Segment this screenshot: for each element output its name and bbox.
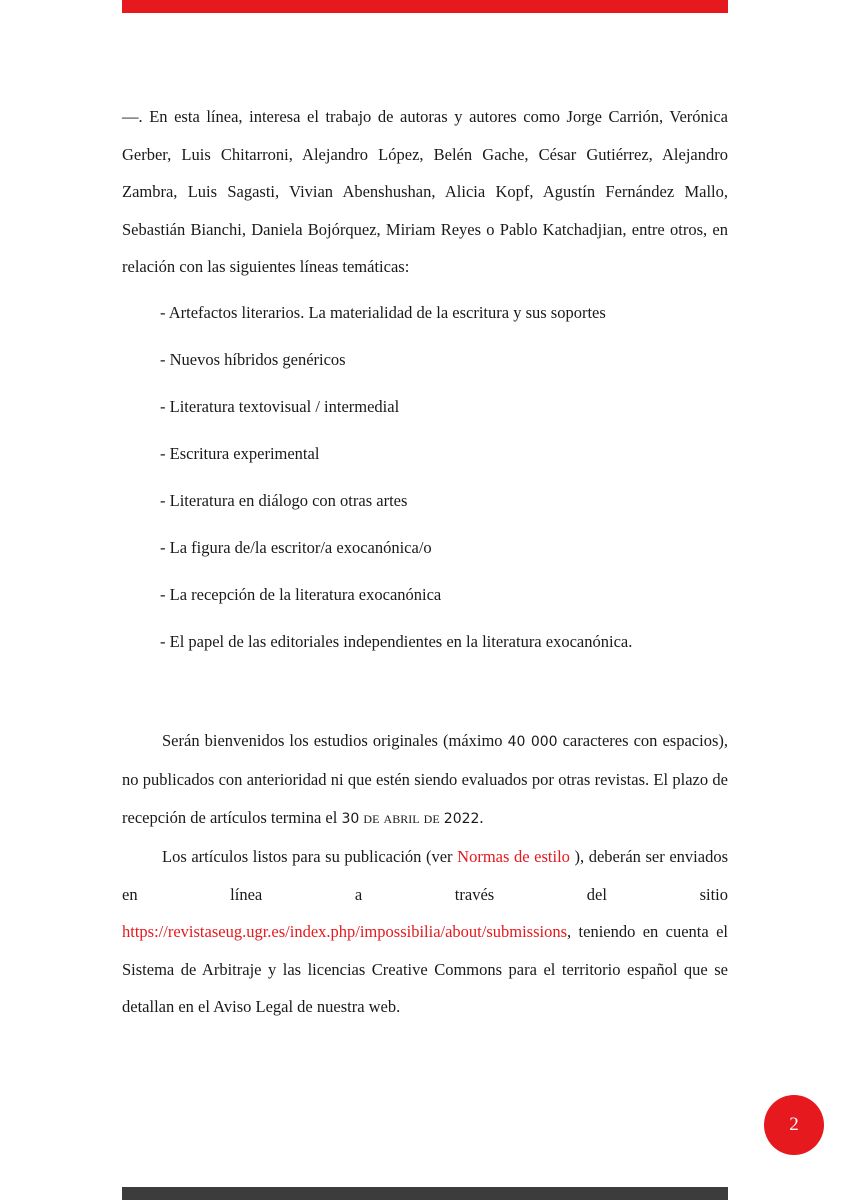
deadline-month: de abril de — [359, 807, 444, 827]
theme-item: - Nuevos híbridos genéricos — [160, 349, 346, 369]
theme-item: - La figura de/la escritor/a exocanónica/o — [160, 537, 432, 557]
max-characters: 40 000 — [507, 733, 558, 750]
theme-item: - Escritura experimental — [160, 443, 320, 463]
themes-list — [122, 301, 728, 677]
instructions-paragraph — [122, 838, 728, 1026]
theme-item: - Literatura en diálogo con otras artes — [160, 490, 408, 510]
theme-item: - La recepción de la literatura exocanónica — [160, 584, 442, 604]
theme-item: - El papel de las editoriales independientes en la literatura exocanónica. — [160, 631, 633, 651]
intro-paragraph: —. En esta línea, interesa el trabajo de autoras y autores como Jorge Carrión, Verónica Gerber, Luis Chitarroni, Alejandro López, Belén Gache, César Gutiérrez, Alejandro Zambra, Luis Sagasti, Vivian Abenshushan, Alicia Kopf, Agustín Fernández Mallo, Sebastián Bianchi, Daniela Bojórquez, Miriam Reyes o Pablo Katchadjian, entre otros, en relación con las siguientes líneas temáticas: — [122, 107, 728, 276]
footer-bar — [122, 1187, 728, 1200]
theme-item: - Artefactos literarios. La materialidad de la escritura y sus soportes — [160, 302, 606, 322]
instructions-text: , teniendo en cuenta el Sistema de Arbitraje y las licencias Creative Commons para el territorio español que se detallan en el Aviso Legal de nuestra web. — [122, 922, 728, 1016]
instructions-text: ), deberán ser enviados en línea a través del sitio — [122, 847, 728, 904]
page-number-badge: 2 — [764, 1095, 824, 1155]
theme-item: - Literatura textovisual / intermedial — [160, 396, 400, 416]
submission-text: caracteres con espacios), no publicados con anterioridad ni que estén siendo evaluados por otras revistas. El plazo de recepción de artículos termina el — [122, 730, 728, 827]
submission-text: . — [479, 807, 484, 827]
style-guide-link[interactable]: Normas de estilo — [457, 847, 570, 866]
submission-paragraph — [122, 722, 728, 839]
deadline-year: 2022 — [443, 810, 480, 827]
header-accent-bar — [122, 0, 728, 13]
deadline-day: 30 — [341, 810, 360, 827]
instructions-text: Los artículos listos para su publicación (ver — [162, 847, 458, 866]
submission-text: Serán bienvenidos los estudios originales (máximo — [162, 730, 508, 750]
page-content — [122, 98, 728, 1026]
submission-url-link[interactable]: https://revistaseug.ugr.es/index.php/impossibilia/about/submissions — [122, 922, 568, 941]
